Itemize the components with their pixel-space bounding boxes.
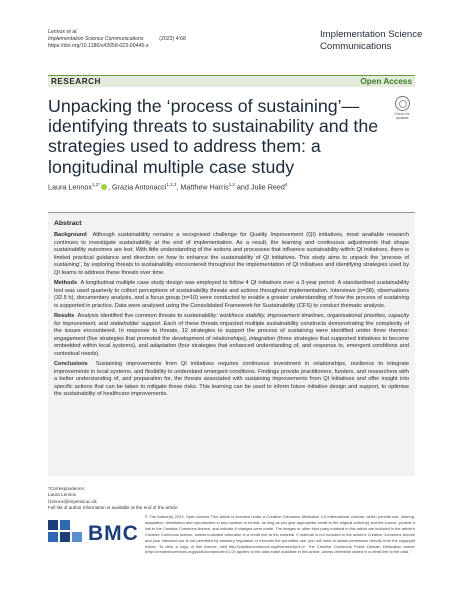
abstract-methods [54, 280, 409, 310]
conclusions-label: Conclusions [54, 361, 88, 367]
header-citation [48, 36, 186, 43]
results-theme: integration [249, 335, 276, 342]
author-affiliation: 1,2* [91, 182, 100, 187]
header-year-volume: (2023) 4:68 [159, 36, 186, 42]
author-affiliation: 1,2,3 [166, 182, 177, 187]
abstract-heading: Abstract [54, 220, 82, 227]
abstract-results [54, 313, 409, 358]
author-name[interactable]: Grazia Antonacci [111, 182, 167, 192]
results-theme: adaptation [149, 343, 177, 349]
bmc-logo-icon [48, 518, 84, 548]
results-text: Analysis identified five common threats to sustainability: [77, 313, 218, 319]
bmc-logo[interactable] [48, 510, 139, 554]
open-access-label: Open Access [360, 77, 412, 86]
abstract-body [54, 232, 409, 402]
results-label: Results [54, 313, 75, 319]
orcid-icon[interactable] [101, 184, 107, 190]
author-info-note: Full list of author information is available at the end of the article [48, 504, 178, 510]
article-type-bar [48, 75, 415, 87]
correspondence [48, 486, 178, 511]
methods-label: Methods [54, 280, 78, 286]
running-header [48, 29, 186, 50]
header-journal-short: Implementation Science Communications [48, 36, 144, 42]
author-affiliation: 4 [284, 182, 288, 187]
results-threats: workforce stability, improvement timelines, organisational priorities, capacity for improvement, and stakeholder support. [54, 313, 409, 327]
article-type: RESEARCH [51, 77, 101, 86]
results-text: (five strategies that promoted the development of relationships), [87, 335, 248, 342]
correspondence-label: *Correspondence: [48, 486, 86, 491]
check-for-updates-badge[interactable] [391, 96, 413, 120]
header-authors: Lennox et al. [48, 29, 78, 35]
author-name[interactable]: Julie Reed [250, 182, 285, 192]
correspondence-name: Laura Lennox [48, 492, 77, 498]
journal-name: Implementation Science Communications [320, 29, 423, 52]
background-text: Although sustainability remains a recognised challenge for Quality Improvement (QI) initiatives, most available research continues to investigate sustainability at the end of implementation. As a result, the learning and continuous adjustments that shape sustainability outcomes are lost. With little understanding of the actions and processes that influence sustainability within QI initiatives, there is limited practical guidance and direction on how to enhance the sustainability of QI initiatives. This study aims to unpack the ‘process of sustaining’, by exploring threats to sustainability encountered throughout the implementation of QI initiatives and identifying strategies used by QI teams to address these threats over time. [54, 232, 409, 276]
license-text: © The Author(s) 2023. Open Access This article is licensed under a Creative Commons Attribution 4.0 International License, which permits use, sharing, adaptation, distribution and reproduction in any medium or format, as long as you give appropriate credit to the original author(s) and the source, provide a link to the Creative Commons licence, and indicate if changes were made. The images or other third party material in this article are included in the article’s Creative Commons licence, unless indicated otherwise in a credit line to the material. If material is not included in the article’s Creative Commons licence and your intended use is not permitted by statutory regulation or exceeds the permitted use, you will need to obtain permission directly from the copyright holder. To view a copy of this licence, visit http://creativecommons.org/licenses/by/4.0/. The Creative Commons Public Domain Dedication waiver (http://creativecommons.org/publicdomain/zero/1.0/) applies to the data made available in this article, unless otherwise stated in a credit line to the data. [145, 514, 415, 555]
header-doi[interactable]: https://doi.org/10.1186/s43058-023-00445-z [48, 43, 149, 49]
methods-text: A longitudinal multiple case study design was employed to follow 4 QI initiatives over a 3-year period. A standardised sustainability tool was used quarterly to collect perceptions of sustainability threats and actions throughout implementation. Interviews (n=38), observations (32.5 h), documentary analysis, and a focus group (n=10) were conducted to enable a greater understanding of how the process of sustaining is supported in practice. Data were analysed using the Consolidated Framework for Sustainability (CFS) to conduct thematic analysis. [54, 280, 409, 309]
results-text: (three strategies that supported initiatives to become embedded within local systems), and [54, 335, 410, 349]
check-updates-text: Check for updates [394, 112, 410, 120]
bmc-wordmark: BMC [88, 522, 139, 545]
check-updates-icon [395, 96, 410, 111]
author-list: Laura Lennox$^{1,2*}$ , Grazia Antonacci$^{1,2,3}$, Matthew Harris$^{1,2}$ and Julie Reed$^4$ [48, 182, 288, 192]
results-text: Each of these threats impacted multiple sustainability constructs demonstrating the complexity of the issues encountered. In response to threats, 12 strategies to support the process of sustaining were identified under three themes: [54, 320, 410, 334]
author-name[interactable]: Matthew Harris [180, 182, 229, 192]
results-theme: engagement [54, 335, 86, 342]
abstract-background [54, 232, 409, 277]
author-affiliation: 1,2 [228, 182, 235, 187]
article-title: Unpacking the ‘process of sustaining’—identifying threats to sustainability and the strategies used to address them: a longitudinal multiple case study [48, 96, 379, 177]
results-text: (four strategies that enhanced understanding of, and response to, emergent conditions and contextual needs). [54, 343, 409, 357]
background-label: Background [54, 232, 87, 238]
author-name[interactable]: Laura Lennox [48, 182, 92, 192]
conclusions-text: Sustaining improvements from QI initiatives requires continuous investment in relationships, resilience to integrate improvements in local systems, and flexibility to understand emergent conditions. Findings provide practitioners, funders, and researchers with a better understanding of, and preparation for, the threats associated with sustaining improvements from QI initiatives and offer insight into specific actions that can be taken to mitigate these risks. This learning can be used to inform future initiative design and support, to optimise the sustainability of healthcare improvements. [54, 361, 409, 397]
abstract-box [48, 212, 415, 476]
abstract-conclusions [54, 361, 409, 399]
correspondence-email[interactable]: l.lennox@imperial.ac.uk [48, 498, 97, 504]
